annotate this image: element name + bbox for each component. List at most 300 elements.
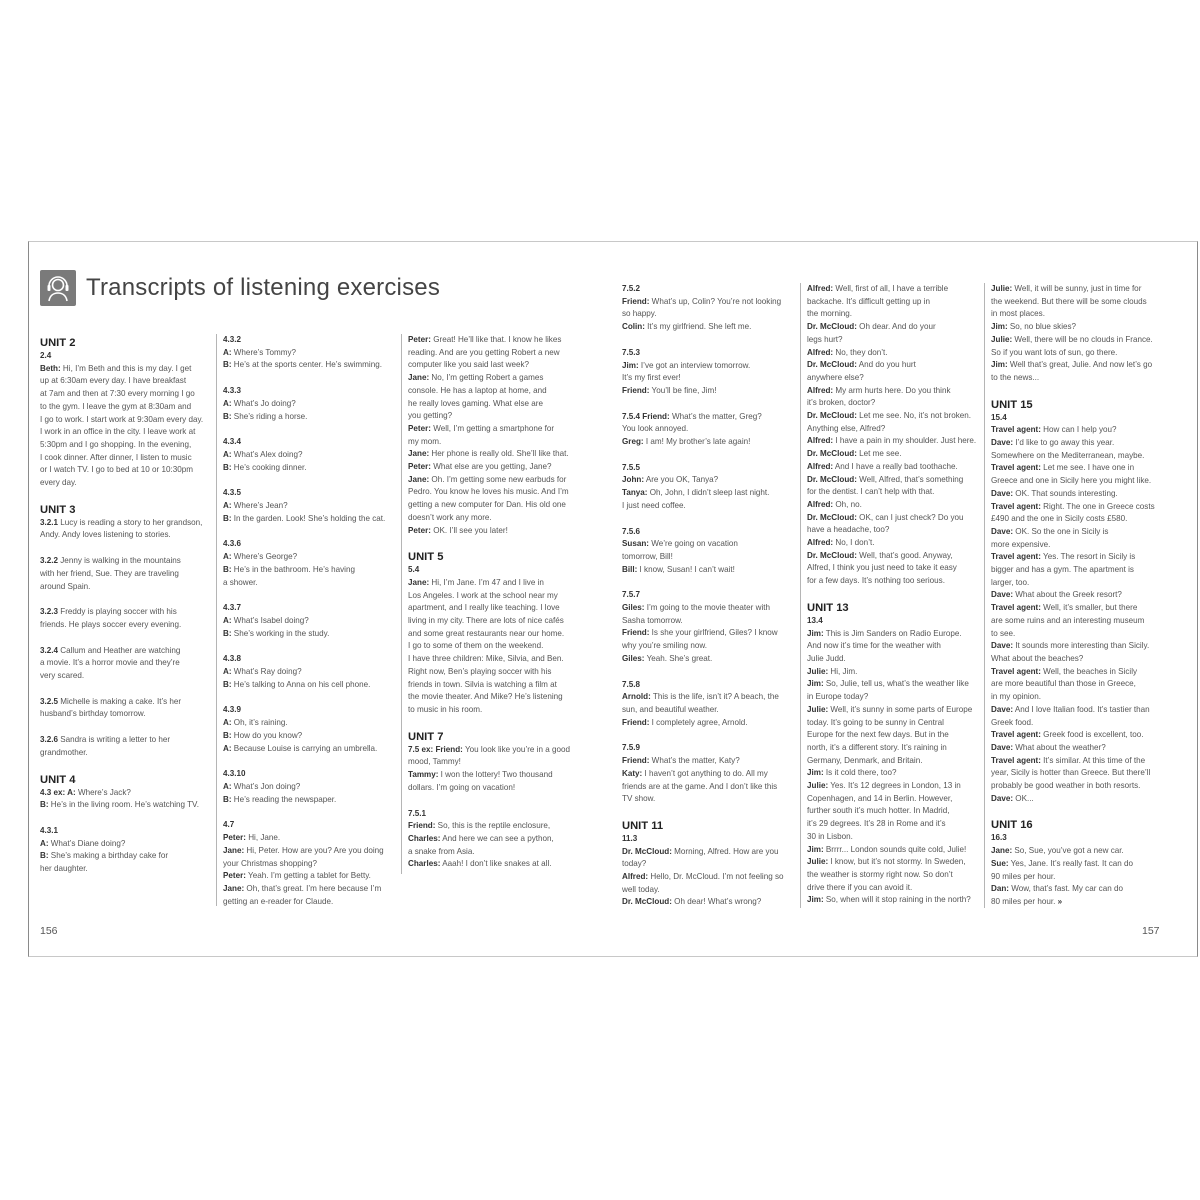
exercise-code: 4.3.6 — [223, 539, 242, 549]
line-text: Aaah! I don’t like snakes at all. — [440, 859, 552, 869]
transcript-line — [807, 562, 983, 575]
transcript-line — [622, 564, 794, 577]
transcript-line — [807, 844, 983, 857]
line-text: reading. And are you getting Robert a new — [408, 347, 560, 357]
exercise-code: 13.4 — [807, 615, 823, 625]
line-text: to the gym. I leave the gym at 8:30am and — [40, 401, 192, 411]
speaker-name: Dan: — [991, 884, 1009, 894]
speaker-name: Jim: — [991, 322, 1008, 332]
speaker-name: Arnold: — [622, 692, 651, 702]
speaker-name: A: — [223, 398, 232, 408]
speaker-name: Jane: — [408, 577, 430, 587]
transcript-line — [40, 363, 212, 376]
transcript-line — [807, 856, 983, 869]
transcript-line — [622, 474, 794, 487]
speaker-name: Travel agent: — [991, 603, 1041, 613]
speaker-name: Dr. McCloud: — [807, 474, 857, 484]
exercise-code: 3.2.4 — [40, 645, 59, 655]
transcript-column-4 — [622, 283, 794, 922]
page-number-left: 156 — [40, 925, 58, 937]
transcript-line — [807, 640, 983, 653]
line-text: Well, it will be sunny, just in time for — [1012, 284, 1142, 293]
speaker-name: Friend: — [640, 411, 670, 421]
line-text: I have three children: Mike, Silvia, and Ben. — [408, 654, 564, 664]
line-text: Lucy is reading a story to her grandson, — [58, 517, 203, 527]
speaker-name: Dr. McCloud: — [807, 550, 857, 560]
transcript-line — [408, 833, 586, 846]
speaker-name: Charles: — [408, 833, 441, 843]
line-text: Hi, I’m Jane. I’m 47 and I live in — [429, 577, 544, 587]
line-text: doesn’t work any more. — [408, 512, 492, 522]
speaker-name: Travel agent: — [991, 755, 1041, 765]
line-text: friends. He plays soccer every evening. — [40, 619, 182, 629]
transcript-line — [622, 781, 794, 794]
transcript-line — [223, 883, 399, 896]
transcript-line — [807, 894, 983, 907]
line-text: So, this is the reptile enclosure, — [435, 821, 551, 831]
speaker-name: B: — [223, 462, 232, 472]
line-text: What’s Diane doing? — [48, 838, 126, 848]
transcript-line — [807, 474, 983, 487]
exercise-code: 16.3 — [991, 833, 1007, 843]
line-text: Oh, no. — [833, 499, 862, 509]
line-text: larger, too. — [991, 577, 1030, 587]
speaker-name: Dr. McCloud: — [622, 897, 672, 907]
transcript-line — [408, 398, 586, 411]
transcript-block — [40, 645, 212, 683]
speaker-name: A: — [223, 347, 232, 357]
transcript-block — [223, 487, 399, 525]
line-text: Los Angeles. I work at the school near my — [408, 590, 558, 600]
transcript-line — [408, 359, 586, 372]
exercise-code: 3.2.3 — [40, 607, 59, 617]
transcript-line — [223, 564, 399, 577]
line-text: probably be good weather in both resorts. — [991, 781, 1141, 791]
transcript-line — [991, 308, 1165, 321]
transcript-line — [991, 437, 1165, 450]
line-text: I am! My brother’s late again! — [643, 437, 751, 447]
transcript-line — [991, 653, 1165, 666]
speaker-name: Julie: — [807, 857, 829, 867]
speaker-name: B: — [223, 794, 232, 804]
speaker-name: Beth: — [40, 363, 61, 373]
line-text: Are you OK, Tanya? — [644, 475, 719, 485]
transcript-line — [223, 666, 399, 679]
line-text: It’s similar. At this time of the — [1040, 755, 1146, 765]
transcript-line — [408, 512, 586, 525]
transcript-line — [622, 411, 794, 424]
line-text: I’d like to go away this year. — [1013, 438, 1115, 448]
transcript-line — [40, 645, 212, 658]
transcript-block — [40, 555, 212, 593]
transcript-line — [622, 846, 794, 859]
transcript-block — [40, 773, 212, 812]
transcript-line — [40, 787, 212, 800]
transcript-line — [40, 517, 212, 530]
line-text: He’s talking to Anna on his cell phone. — [231, 679, 371, 689]
transcript-line — [807, 397, 983, 410]
line-text: How do you know? — [231, 730, 303, 740]
line-text: getting an e-reader for Claude. — [223, 896, 334, 906]
line-text: I have a pain in my shoulder. Just here. — [833, 436, 977, 446]
line-text: This is Jim Sanders on Radio Europe. — [823, 628, 962, 638]
line-text: around Spain. — [40, 581, 91, 591]
transcript-block — [991, 398, 1165, 806]
exercise-code: 7.5.3 — [622, 347, 641, 357]
line-text: How can I help you? — [1040, 425, 1117, 435]
transcript-line — [622, 538, 794, 551]
transcript-line — [622, 360, 794, 373]
line-text: We’re going on vacation — [649, 539, 738, 549]
transcript-line — [807, 537, 983, 550]
line-text: Well, first of all, I have a terrible — [833, 284, 949, 293]
transcript-line — [40, 838, 212, 851]
transcript-line — [622, 602, 794, 615]
speaker-name: Friend: — [622, 628, 650, 638]
exercise-code: 4.3.2 — [223, 335, 242, 344]
line-text: She’s making a birthday cake for — [48, 851, 169, 861]
transcript-line — [408, 448, 586, 461]
line-text: Well, Alfred, that’s something — [856, 474, 964, 484]
line-text: What’s up, Colin? You’re not looking — [649, 296, 782, 306]
speaker-name: Alfred: — [807, 499, 834, 509]
transcript-line — [807, 486, 983, 499]
unit-heading: UNIT 2 — [40, 337, 76, 349]
speaker-name: A: — [223, 718, 232, 728]
transcript-line — [622, 627, 794, 640]
line-text: why you’re smiling now. — [622, 641, 708, 651]
page-header — [40, 268, 440, 308]
transcript-line — [807, 448, 983, 461]
line-text: It sounds more interesting than Sicily. — [1013, 641, 1150, 651]
speaker-name: B: — [40, 800, 49, 810]
line-text: I haven’t got anything to do. All my — [642, 768, 768, 778]
transcript-line — [991, 526, 1165, 539]
transcript-block — [622, 411, 794, 449]
speaker-name: Greg: — [622, 437, 644, 447]
transcript-line — [991, 347, 1165, 360]
transcript-line — [40, 555, 212, 568]
line-text: are more beautiful than those in Greece, — [991, 679, 1136, 689]
transcript-block — [622, 462, 794, 513]
transcript-line — [991, 896, 1165, 909]
transcript-line — [223, 717, 399, 730]
transcript-block — [622, 283, 794, 334]
transcript-line — [991, 691, 1165, 704]
speaker-name: Bill: — [622, 564, 638, 574]
line-text: Hi, Jane. — [245, 833, 281, 843]
line-text: a shower. — [223, 577, 258, 587]
transcript-line — [408, 334, 586, 347]
transcript-line — [223, 845, 399, 858]
exercise-code: 11.3 — [622, 833, 638, 843]
transcript-line — [991, 640, 1165, 653]
transcript-line — [40, 388, 212, 401]
transcript-block — [223, 704, 399, 755]
transcript-line — [223, 679, 399, 692]
line-text: my mom. — [408, 436, 442, 446]
line-text: So, when will it stop raining in the north? — [823, 895, 971, 905]
line-text: Greek food. — [991, 717, 1034, 727]
speaker-name: Dave: — [991, 438, 1014, 448]
transcript-line — [408, 858, 586, 871]
transcript-line — [807, 691, 983, 704]
transcript-line — [40, 708, 212, 721]
transcript-line — [991, 334, 1165, 347]
exercise-code: 3.2.6 — [40, 735, 59, 745]
line-text: for a few days. It’s nothing too serious. — [807, 576, 945, 586]
transcript-line — [408, 769, 586, 782]
line-text: Well, there will be no clouds in France. — [1012, 334, 1153, 344]
transcript-column-6 — [984, 283, 1165, 908]
exercise-code: 4.3.7 — [223, 603, 242, 613]
transcript-line — [807, 831, 983, 844]
line-text: very scared. — [40, 671, 85, 681]
line-text: Oh, John, I didn’t sleep last night. — [647, 488, 770, 498]
line-text: backache. It’s difficult getting up in — [807, 296, 930, 306]
line-text: further south it’s much hotter. In Madrid, — [807, 806, 950, 816]
transcript-line — [223, 449, 399, 462]
transcript-line — [622, 653, 794, 666]
exercise-code: 4.3.1 — [40, 825, 59, 835]
line-text: year, Sicily is hotter than Greece. But there’ll — [991, 768, 1151, 778]
line-text: What’s Alex doing? — [231, 449, 303, 459]
transcript-line — [40, 619, 212, 632]
transcript-line — [622, 640, 794, 653]
transcript-block — [408, 730, 586, 795]
unit-heading: UNIT 16 — [991, 819, 1033, 832]
line-text: I know, Susan! I can’t wait! — [637, 564, 735, 574]
line-text: Let me see. I have one in — [1040, 463, 1135, 473]
transcript-block — [223, 653, 399, 691]
speaker-name: Peter: — [223, 833, 246, 843]
speaker-name: Friend: — [622, 296, 650, 306]
line-text: What’s Jo doing? — [231, 398, 296, 408]
transcript-line — [408, 577, 586, 590]
transcript-line — [991, 704, 1165, 717]
speaker-name: Dave: — [991, 742, 1014, 752]
speaker-name: A: — [223, 667, 232, 677]
unit-heading: UNIT 13 — [807, 601, 849, 614]
line-text: You look annoyed. — [622, 424, 689, 434]
transcript-block — [991, 283, 1165, 385]
line-text: Let me see. No, it’s not broken. — [856, 411, 972, 421]
line-text: He’s in the living room. He’s watching TV. — [48, 800, 199, 810]
transcript-line — [622, 704, 794, 717]
line-text: your Christmas shopping? — [223, 858, 318, 868]
transcript-line — [991, 858, 1165, 871]
speaker-name: Katy: — [622, 768, 643, 778]
line-text: 30 in Lisbon. — [807, 831, 853, 841]
transcript-line — [991, 577, 1165, 590]
transcript-block — [40, 336, 212, 490]
speaker-name: Friend: — [622, 385, 650, 395]
transcript-line — [40, 477, 212, 490]
line-text: What about the Greek resort? — [1013, 590, 1122, 600]
line-text: My arm hurts here. Do you think — [833, 385, 951, 395]
line-text: Hello, Dr. McCloud. I’m not feeling so — [648, 872, 784, 882]
transcript-block — [807, 283, 983, 588]
line-text: are some ruins and an interesting museum — [991, 615, 1145, 625]
line-text: What’s the matter, Greg? — [669, 411, 762, 421]
speaker-name: Jane: — [408, 474, 430, 484]
transcript-line — [408, 653, 586, 666]
line-text: Yes, Jane. It’s really fast. It can do — [1008, 858, 1134, 868]
transcript-line — [807, 308, 983, 321]
line-text: In the garden. Look! She’s holding the cat. — [231, 513, 386, 523]
transcript-line — [223, 359, 399, 372]
line-text: Wow, that’s fast. My car can do — [1009, 884, 1123, 894]
transcript-line — [622, 884, 794, 897]
exercise-code: 3.2.2 — [40, 556, 59, 566]
line-text: Well, it’s sunny in some parts of Europe — [828, 704, 973, 714]
transcript-line — [622, 755, 794, 768]
transcript-line — [40, 452, 212, 465]
speaker-name: A: — [65, 787, 76, 797]
transcript-line — [408, 474, 586, 487]
line-text: What’s Jon doing? — [231, 781, 301, 791]
transcript-block — [40, 503, 212, 542]
transcript-line — [991, 755, 1165, 768]
line-text: I completely agree, Arnold. — [649, 717, 748, 727]
speaker-name: Dave: — [991, 793, 1014, 803]
speaker-name: B: — [40, 851, 49, 861]
transcript-block — [622, 679, 794, 730]
line-text: tomorrow, Bill! — [622, 551, 673, 561]
transcript-line — [807, 793, 983, 806]
transcript-line — [622, 500, 794, 513]
line-text: Oh. I’m getting some new earbuds for — [429, 474, 567, 484]
transcript-line — [40, 863, 212, 876]
speaker-name: Julie: — [807, 666, 829, 676]
transcript-line — [223, 743, 399, 756]
exercise-code: 4.3 ex: — [40, 787, 66, 797]
transcript-line — [40, 850, 212, 863]
exercise-code: 7.5.4 — [622, 411, 641, 421]
line-text: getting a new computer for Dan. His old one — [408, 500, 566, 510]
line-text: So, Julie, tell us, what’s the weather like — [823, 679, 969, 689]
speaker-name: Jane: — [408, 373, 430, 383]
speaker-name: Jane: — [223, 883, 245, 893]
line-text: Is it cold there, too? — [823, 768, 897, 778]
speaker-name: Travel agent: — [991, 730, 1041, 740]
line-text: Yes. It’s 12 degrees in London, 13 in — [828, 781, 961, 791]
transcript-line — [408, 410, 586, 423]
transcript-block — [223, 602, 399, 640]
speaker-name: Friend: — [408, 821, 436, 831]
line-text: today. It’s going to be sunny in Central — [807, 717, 944, 727]
transcript-column-1 — [40, 334, 212, 889]
speaker-name: Alfred: — [807, 284, 834, 293]
transcript-line — [622, 436, 794, 449]
transcript-line — [807, 575, 983, 588]
line-text: Andy. Andy loves listening to stories. — [40, 530, 171, 540]
line-text: mood, Tammy! — [408, 757, 461, 767]
exercise-code: 3.2.5 — [40, 696, 59, 706]
line-text: Where’s Tommy? — [231, 347, 297, 357]
line-text: What about the weather? — [1013, 742, 1106, 752]
line-text: Anything else, Alfred? — [807, 423, 886, 433]
transcript-line — [807, 550, 983, 563]
transcript-line — [807, 435, 983, 448]
transcript-line — [807, 524, 983, 537]
transcript-block — [408, 550, 586, 716]
line-text: up at 6:30am every day. I have breakfast — [40, 376, 187, 386]
unit-heading: UNIT 5 — [408, 551, 444, 564]
line-text: Oh, that’s great. I’m here because I’m — [244, 883, 382, 893]
transcript-line — [807, 628, 983, 641]
line-text: the weekend. But there will be some clouds — [991, 296, 1147, 306]
transcript-line — [408, 756, 586, 769]
line-text: computer like you said last week? — [408, 360, 530, 370]
line-text: OK. I’ll see you later! — [430, 525, 508, 535]
transcript-line — [408, 666, 586, 679]
line-text: or I watch TV. I go to bed at 10 or 10:30pm — [40, 465, 193, 475]
line-text: Where’s Jean? — [231, 501, 288, 511]
exercise-code: 7.5.7 — [622, 590, 641, 600]
speaker-name: Travel agent: — [991, 666, 1041, 676]
line-text: Michelle is making a cake. It’s her — [58, 696, 182, 706]
line-text: OK... — [1013, 793, 1034, 803]
speaker-name: B: — [223, 679, 232, 689]
transcript-line — [408, 499, 586, 512]
transcript-line — [408, 602, 586, 615]
transcript-line — [622, 308, 794, 321]
transcript-block — [622, 589, 794, 665]
speaker-name: Alfred: — [807, 436, 834, 446]
speaker-name: B: — [223, 628, 232, 638]
speaker-name: Travel agent: — [991, 425, 1041, 435]
line-text: I know, but it’s not stormy. In Sweden, — [828, 857, 966, 867]
line-text: TV show. — [622, 794, 656, 804]
speaker-name: Giles: — [622, 603, 645, 613]
transcript-line — [223, 347, 399, 360]
transcript-line — [622, 615, 794, 628]
transcript-line — [991, 424, 1165, 437]
line-text: Julie Judd. — [807, 653, 846, 663]
speaker-name: Peter: — [408, 335, 431, 344]
speaker-name: Jim: — [622, 360, 639, 370]
transcript-block — [223, 819, 399, 908]
transcript-line — [991, 767, 1165, 780]
line-text: the weather is stormy right now. So don’t — [807, 869, 953, 879]
line-text: And I have a really bad toothache. — [833, 461, 958, 471]
line-text: Pedro. You know he loves his music. And I’m — [408, 487, 569, 497]
line-text: Hi, I’m Beth and this is my day. I get — [60, 363, 192, 373]
speaker-name: Travel agent: — [991, 552, 1041, 562]
transcript-line — [408, 615, 586, 628]
transcript-line — [408, 385, 586, 398]
speaker-name: Alfred: — [807, 347, 834, 357]
line-text: You look like you’re in a good — [462, 744, 570, 754]
transcript-line — [807, 869, 983, 882]
transcript-line — [40, 426, 212, 439]
speaker-name: Dave: — [991, 704, 1014, 714]
transcript-line — [40, 799, 212, 812]
line-text: Well, it’s smaller, but there — [1040, 603, 1138, 613]
speaker-name: Peter: — [408, 525, 431, 535]
speaker-name: Charles: — [408, 859, 441, 869]
transcript-line — [807, 347, 983, 360]
transcript-line — [991, 845, 1165, 858]
transcript-block — [40, 734, 212, 759]
speaker-name: Jim: — [807, 679, 824, 689]
line-text: Oh, it’s raining. — [231, 718, 288, 728]
speaker-name: Susan: — [622, 539, 649, 549]
page-title: Transcripts of listening exercises — [86, 274, 441, 301]
line-text: every day. — [40, 478, 77, 488]
transcript-block — [40, 696, 212, 721]
